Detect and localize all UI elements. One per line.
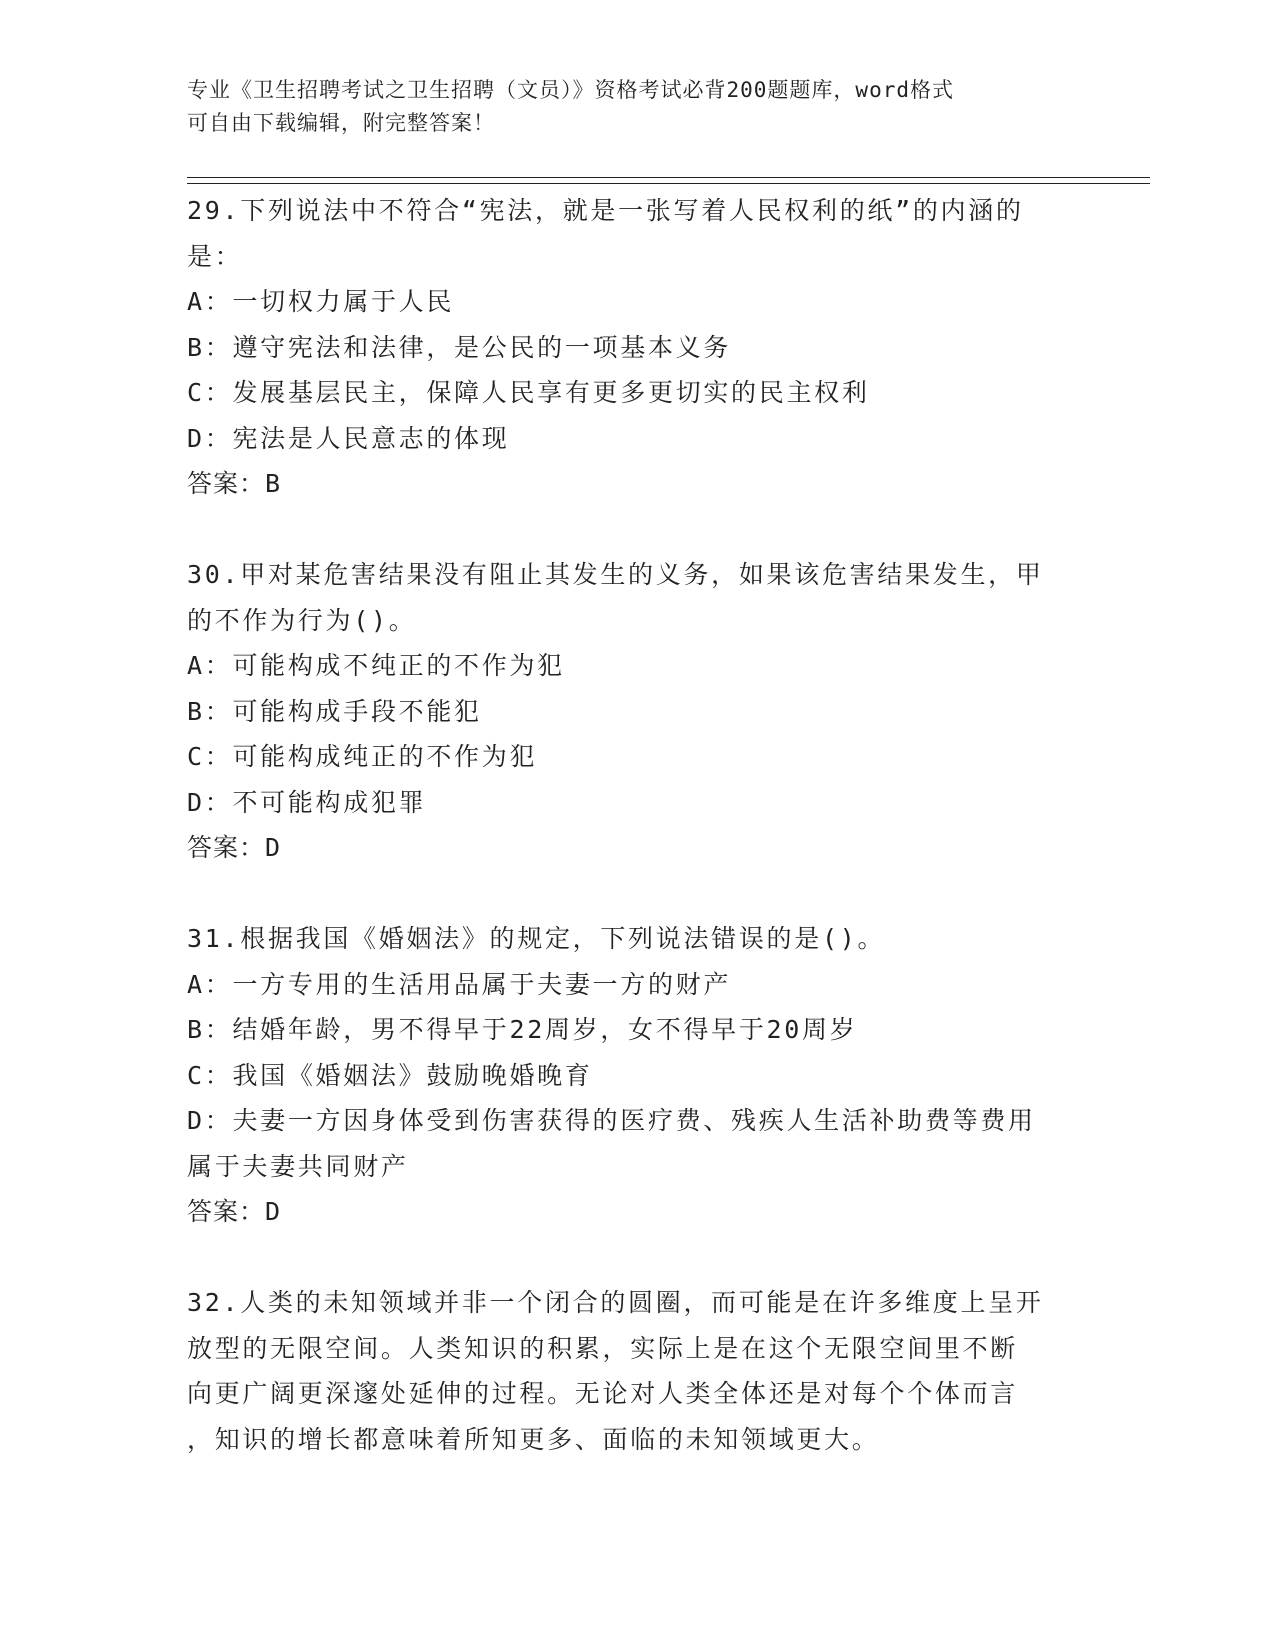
question-text: 30.甲对某危害结果没有阻止其发生的义务，如果该危害结果发生，甲 [187, 560, 1044, 589]
option-c: C：我国《婚姻法》鼓励晚婚晚育 [187, 1060, 593, 1090]
question-32 [187, 1280, 1087, 1462]
option-a: A：可能构成不纯正的不作为犯 [187, 651, 565, 680]
question-text: ，知识的增长都意味着所知更多、面临的未知领域更大。 [187, 1424, 880, 1454]
question-text: 向更广阔更深邃处延伸的过程。无论对人类全体还是对每个个体而言 [187, 1379, 1019, 1408]
option-d: D：宪法是人民意志的体现 [187, 423, 510, 453]
question-text: 放型的无限空间。人类知识的积累，实际上是在这个无限空间里不断 [187, 1333, 1019, 1363]
question-list [187, 188, 1087, 1508]
option-d: D：不可能构成犯罪 [187, 787, 427, 817]
answer-value: D [265, 1197, 282, 1226]
option-b: B：可能构成手段不能犯 [187, 696, 482, 726]
answer-line [187, 1189, 1087, 1235]
option-d: D：夫妻一方因身体受到伤害获得的医疗费、残疾人生活补助费等费用 [187, 1106, 1036, 1135]
answer-label: 答案： [187, 469, 266, 498]
question-text: 是： [187, 241, 243, 271]
question-text: 的不作为行为()。 [187, 605, 417, 635]
option-a: A：一方专用的生活用品属于夫妻一方的财产 [187, 969, 732, 999]
option-a: A：一切权力属于人民 [187, 287, 455, 316]
question-29 [187, 188, 1087, 507]
option-c: C：可能构成纯正的不作为犯 [187, 742, 538, 771]
answer-line [187, 461, 1087, 507]
question-31 [187, 916, 1087, 1235]
question-text: 31.根据我国《婚姻法》的规定，下列说法错误的是()。 [187, 924, 886, 953]
answer-value: D [265, 833, 282, 862]
option-d-continued: 属于夫妻共同财产 [187, 1151, 409, 1181]
answer-value: B [265, 469, 282, 498]
header-divider-bottom [187, 183, 1150, 184]
option-b: B：遵守宪法和法律，是公民的一项基本义务 [187, 332, 732, 362]
answer-label: 答案： [187, 833, 266, 862]
option-b: B：结婚年龄，男不得早于22周岁，女不得早于20周岁 [187, 1015, 858, 1044]
question-text: 32.人类的未知领域并非一个闭合的圆圈，而可能是在许多维度上呈开 [187, 1288, 1044, 1317]
header-line-2: 可自由下载编辑，附完整答案！ [187, 111, 495, 135]
option-c: C：发展基层民主，保障人民享有更多更切实的民主权利 [187, 378, 870, 407]
document-header [187, 74, 1087, 140]
answer-label: 答案： [187, 1197, 266, 1226]
header-line-1: 专业《卫生招聘考试之卫生招聘（文员）》资格考试必背200题题库，word格式 [187, 78, 954, 102]
question-30 [187, 552, 1087, 871]
header-divider-top [187, 177, 1150, 178]
answer-line [187, 825, 1087, 871]
question-text: 29.下列说法中不符合“宪法，就是一张写着人民权利的纸”的内涵的 [187, 196, 1024, 225]
